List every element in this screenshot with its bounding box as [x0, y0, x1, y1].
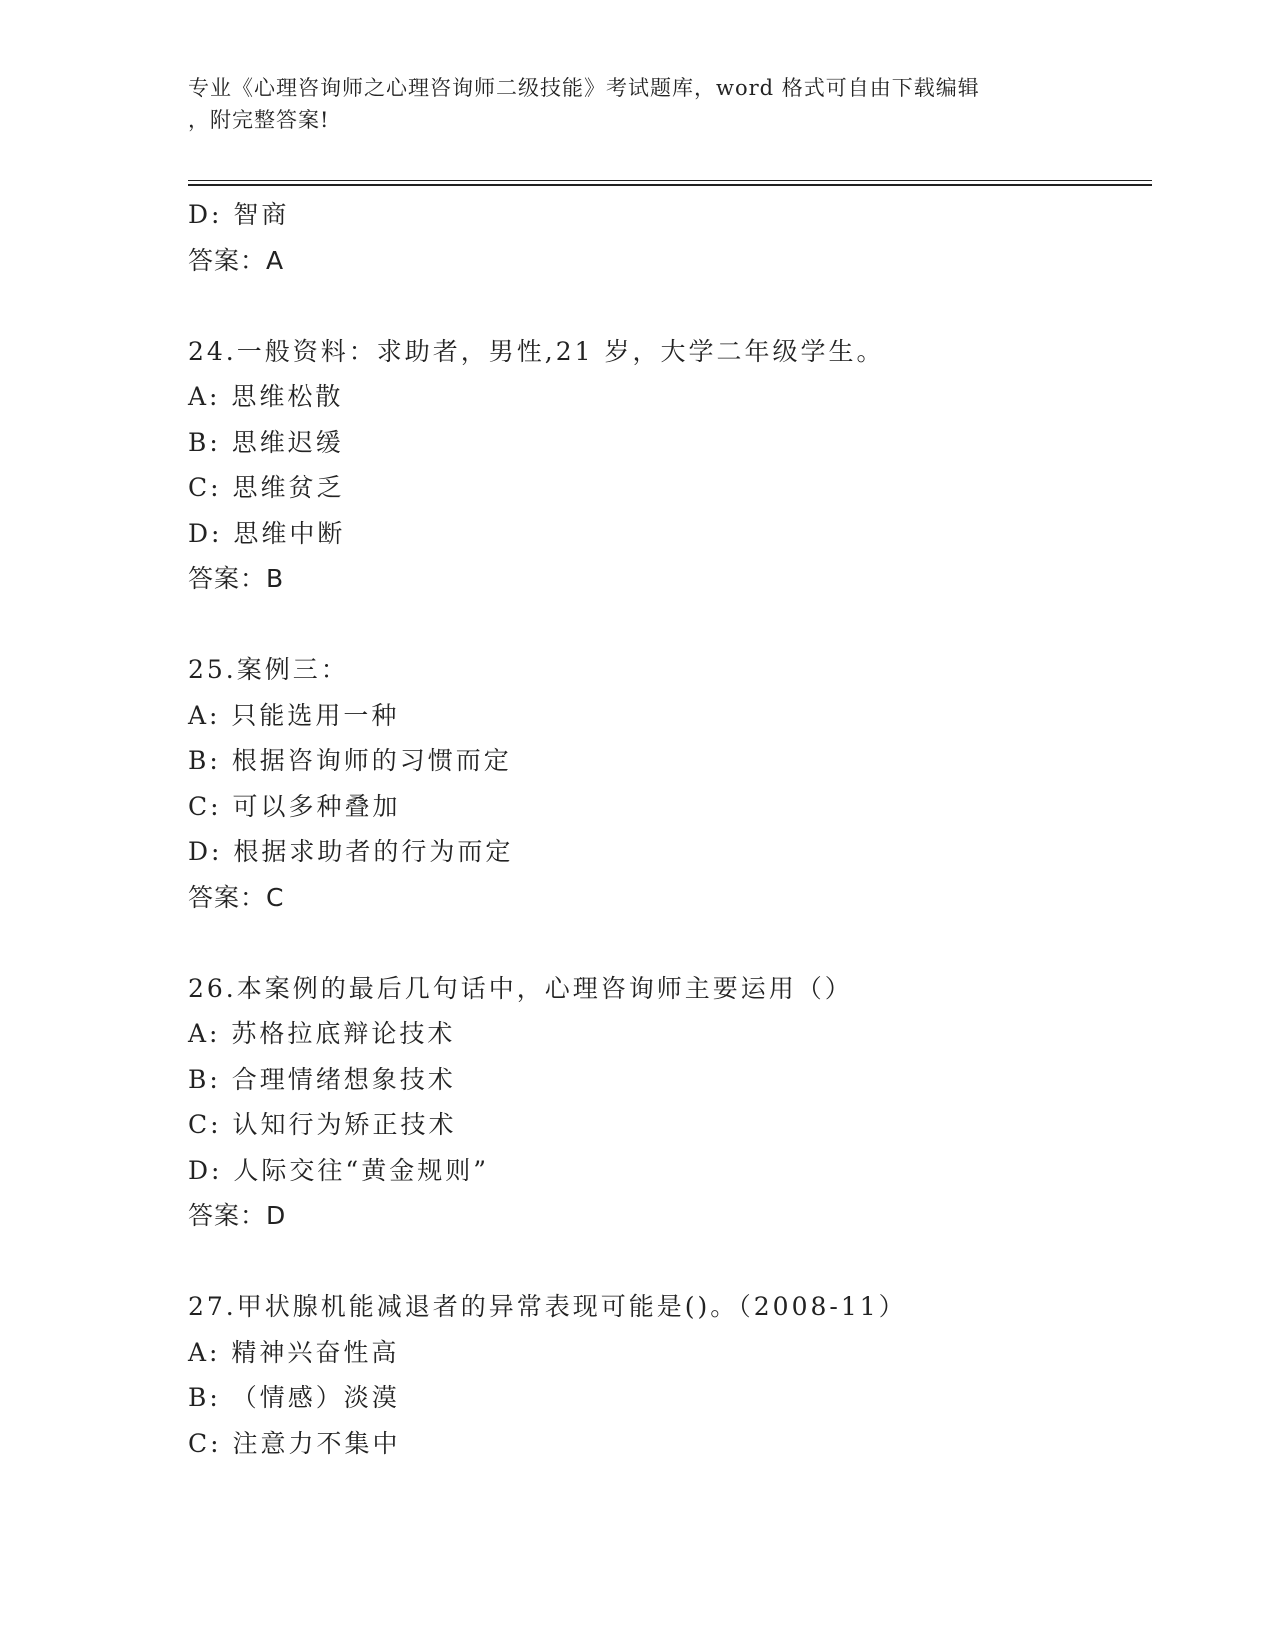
question-stem: 24.一般资料：求助者，男性,21 岁，大学二年级学生。 [188, 336, 885, 366]
question-list [188, 192, 1148, 1466]
question-stem: 26.本案例的最后几句话中，心理咨询师主要运用（） [188, 973, 853, 1003]
option-d: D: 人际交往“黄金规则” [188, 1155, 489, 1185]
answer-line: 答案：D [188, 1201, 287, 1230]
option-b: B: （情感）淡漠 [188, 1383, 400, 1412]
option-b: B: 思维迟缓 [188, 427, 344, 457]
question-stem: 27.甲状腺机能减退者的异常表现可能是()。（2008-11） [188, 1292, 907, 1321]
question-stem: 25.案例三： [188, 655, 349, 684]
question-25 [188, 647, 1148, 920]
option-d: D: 智商 [188, 200, 290, 229]
option-d: D: 根据求助者的行为而定 [188, 837, 514, 866]
question-26 [188, 966, 1148, 1239]
option-b: B: 根据咨询师的习惯而定 [188, 746, 512, 775]
option-a: A: 只能选用一种 [188, 700, 400, 730]
option-c: C: 可以多种叠加 [188, 791, 401, 821]
header-line-1: 专业《心理咨询师之心理咨询师二级技能》考试题库，word 格式可自由下载编辑 [188, 76, 980, 100]
question-27 [188, 1284, 1148, 1466]
answer-line: 答案：C [188, 882, 285, 912]
header-divider-thin [188, 180, 1152, 181]
previous-question-tail [188, 192, 1148, 283]
option-a: A: 精神兴奋性高 [188, 1337, 400, 1367]
answer-line: 答案：B [188, 564, 285, 593]
answer-line: 答案：A [188, 245, 285, 275]
header-divider-thick [188, 184, 1152, 186]
header-line-2: ，附完整答案! [188, 108, 330, 132]
option-b: B: 合理情绪想象技术 [188, 1064, 456, 1094]
option-c: C: 认知行为矫正技术 [188, 1110, 457, 1139]
option-d: D: 思维中断 [188, 518, 346, 548]
question-24 [188, 329, 1148, 602]
option-c: C: 注意力不集中 [188, 1428, 401, 1458]
document-header [188, 72, 1088, 136]
option-c: C: 思维贫乏 [188, 473, 345, 502]
option-a: A: 苏格拉底辩论技术 [188, 1019, 456, 1048]
option-a: A: 思维松散 [188, 382, 344, 411]
